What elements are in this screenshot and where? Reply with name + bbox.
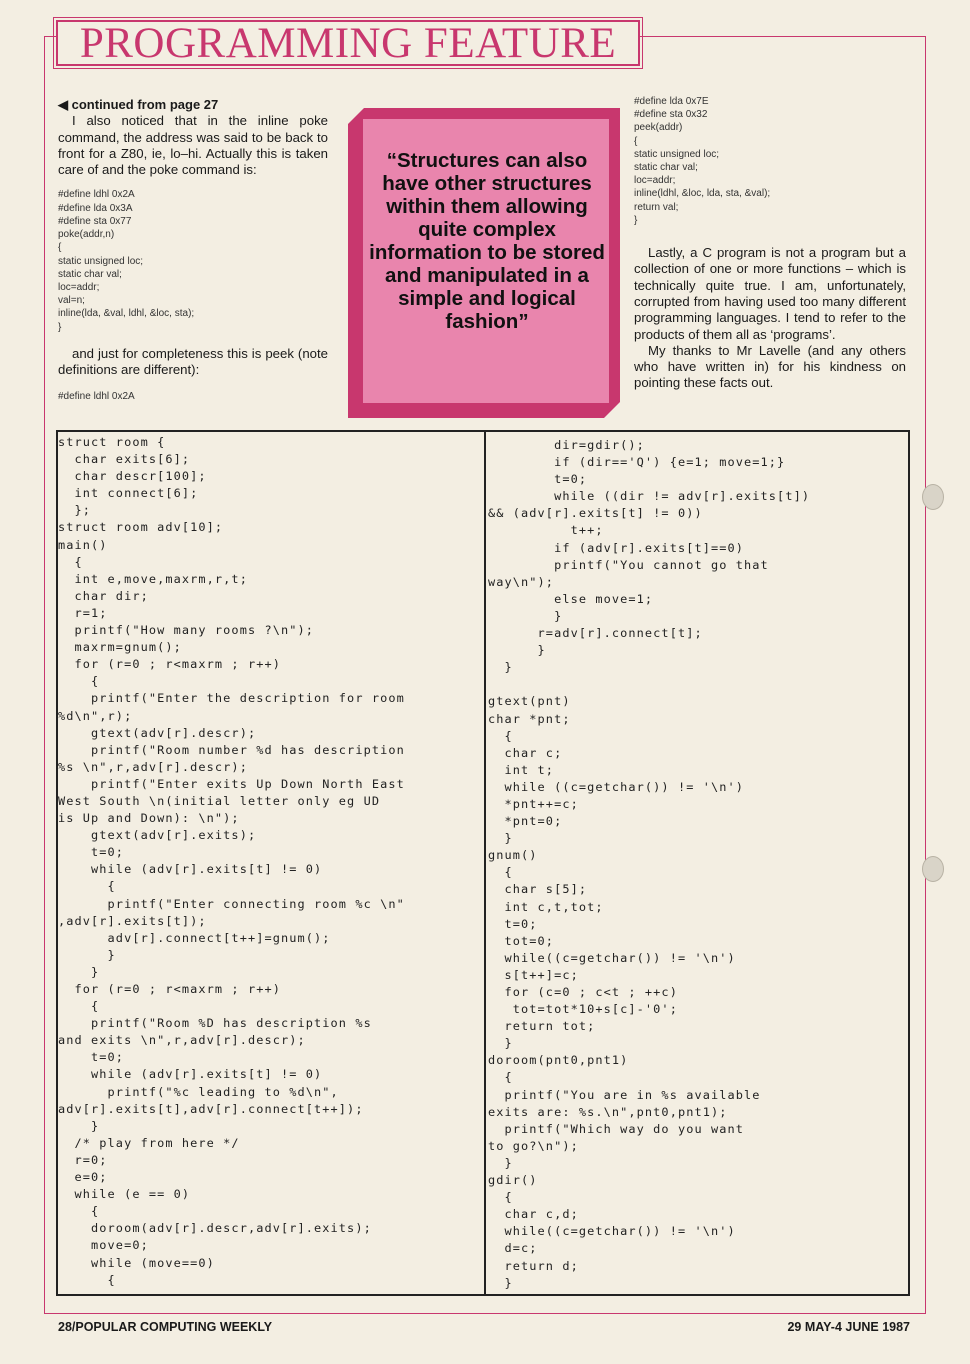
- intro-paragraph: I also noticed that in the inline poke command, the address was said to be back to front for a Z80, ie, lo–hi. Actually this is taken care of and the poke command is:: [58, 113, 328, 178]
- listing-right-column: dir=gdir(); if (dir=='Q') {e=1; move=1;} t=0; while ((dir != adv[r].exits[t]) && (adv[r].exits[t] != 0)) t++; if (adv[r].exits[t]==0) printf("You cannot go that way\n"); else move=1; } r=adv[r].connect[t]; } } gtext(pnt) char *pnt; { char c; int t; while ((c=getchar()) != '\n') *pnt++=c; *pnt=0; } gnum() { char s[5]; int c,t,tot; t=0; tot=0; while((c=getchar()) != '\n') s[t++]=c; for (c=0 ; c<t ; ++c) tot=tot*10+s[c]-'0'; return tot; } doroom(pnt0,pnt1) { printf("You are in %s available exits are: %s.\n",pnt0,pnt1); printf("Which way do you want to go?\n"); } gdir() { char c,d; while((c=getchar()) != '\n') d=c; return d; }: [488, 438, 811, 1290]
- page-frame-top-rule-right: [640, 36, 926, 37]
- peek-intro-paragraph: and just for completeness this is peek (note definitions are different):: [58, 345, 328, 378]
- listing-column-divider: [484, 430, 486, 1296]
- poke-code-snippet: #define ldhl 0x2A #define lda 0x3A #define sta 0x77 poke(addr,n) { static unsigned loc; static char val; loc=addr; val=n; inline(lda, &val, ldhl, &loc, sta); }: [58, 189, 195, 333]
- closing-paragraph: Lastly, a C program is not a program but a collection of one or more functions – which is technically quite true. I am, unfortunately, corrupted from having used too many different programming languages. I tend to refer to the products of them all as ‘programs’.: [634, 245, 906, 342]
- section-title: PROGRAMMING FEATURE: [79, 20, 617, 67]
- staple-mark-top: [922, 484, 944, 510]
- continued-line: [58, 97, 328, 113]
- pull-quote-text: “Structures can also have other structures within them allowing quite complex information to be stored and manipulated in a simple and logical fashion”: [369, 149, 605, 333]
- thanks-paragraph: My thanks to Mr Lavelle (and any others who have written in) for his kindness on pointing these facts out.: [634, 342, 906, 391]
- staple-mark-bottom: [922, 856, 944, 882]
- listing-left-column: struct room { char exits[6]; char descr[100]; int connect[6]; }; struct room adv[10]; main() { int e,move,maxrm,r,t; char dir; r=1; printf("How many rooms ?\n"); maxrm=gnum(); for (r=0 ; r<maxrm ; r++) { printf("Enter the description for room %d\n",r); gtext(adv[r].descr); printf("Room number %d has description %s \n",r,adv[r].descr); printf("Enter exits Up Down North East West South \n(initial letter only eg UD is Up and Down): \n"); gtext(adv[r].exits); t=0; while (adv[r].exits[t] != 0) { printf("Enter connecting room %c \n" ,adv[r].exits[t]); adv[r].connect[t++]=gnum(); } } for (r=0 ; r<maxrm ; r++) { printf("Room %D has description %s and exits \n",r,adv[r].descr); t=0; while (adv[r].exits[t] != 0) printf("%c leading to %d\n", adv[r].exits[t],adv[r].connect[t++]); } /* play from here */ r=0; e=0; while (e == 0) { doroom(adv[r].descr,adv[r].exits); move=0; while (move==0) {: [58, 435, 405, 1287]
- footer-page-number: 28/POPULAR COMPUTING WEEKLY: [58, 1320, 273, 1334]
- continued-text: continued from page 27: [71, 97, 219, 112]
- footer-date: 29 MAY-4 JUNE 1987: [787, 1320, 910, 1334]
- pull-quote-box: [362, 118, 610, 404]
- peek-define-snippet: #define ldhl 0x2A: [58, 391, 135, 403]
- section-header: [56, 20, 640, 66]
- left-column: [58, 97, 328, 404]
- right-column: [634, 95, 906, 392]
- back-arrow-icon: ◀: [58, 97, 68, 112]
- peek-code-snippet: #define lda 0x7E #define sta 0x32 peek(addr) { static unsigned loc; static char val; loc=addr; inline(ldhl, &loc, lda, sta, &val); return val; }: [634, 96, 771, 226]
